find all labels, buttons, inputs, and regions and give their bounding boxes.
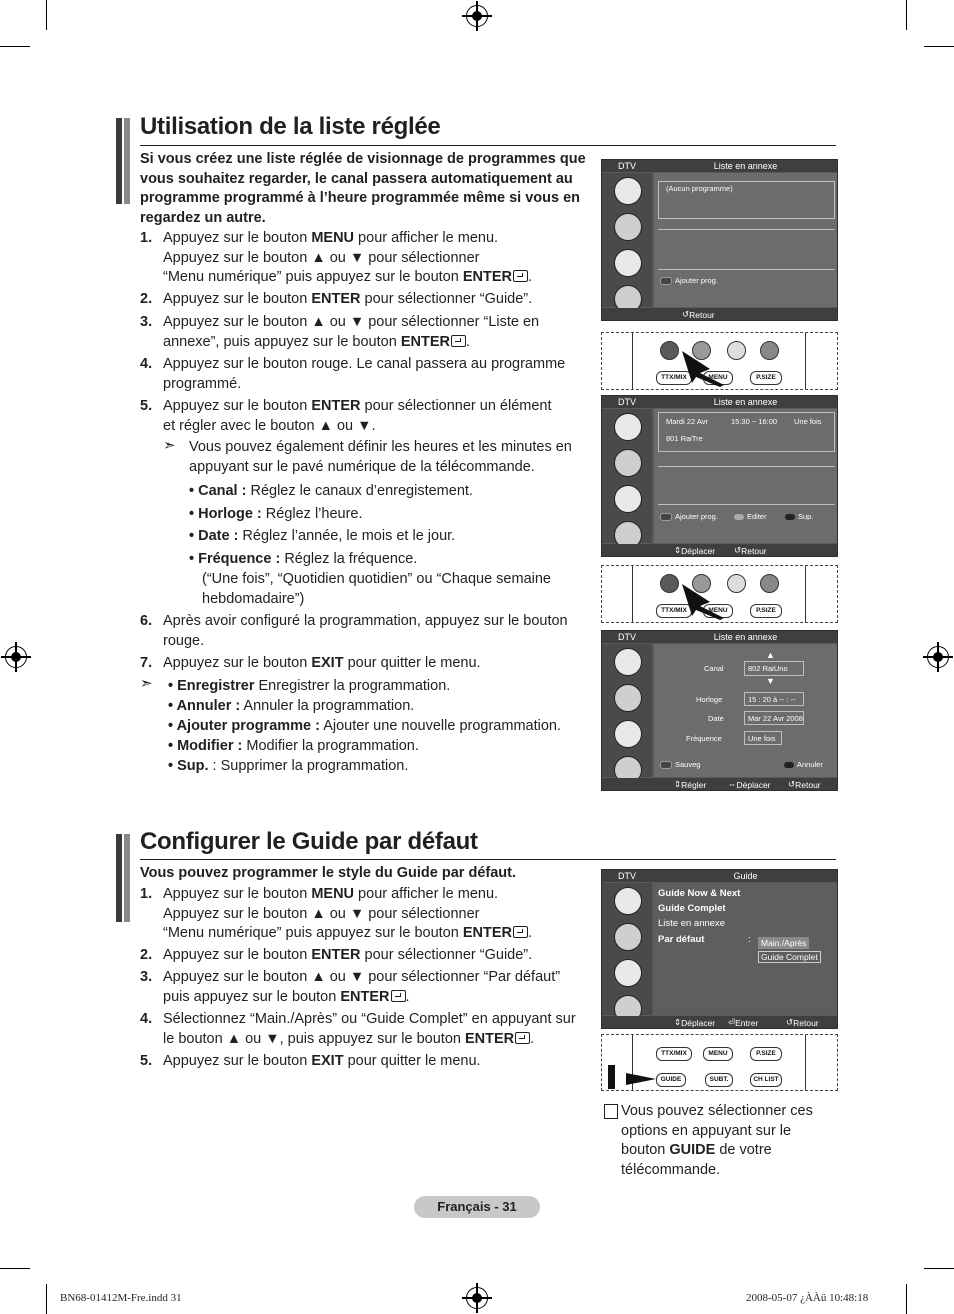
step-line: annexe”, puis appuyez sur le bouton ENTER [163, 333, 450, 350]
picture-icon [614, 887, 642, 915]
guide-button: GUIDE [656, 1073, 686, 1087]
step-number: 7. [140, 655, 153, 671]
step-text: Appuyez sur le bouton EXIT pour quitter le menu. [163, 1053, 481, 1069]
menu-item: Guide Now & Next [658, 888, 741, 899]
setup-icon [614, 720, 642, 748]
step-text: Sélectionnez “Main./Après” ou “Guide Complet” en appuyant sur le bouton ▲ ou ▼, puis appuyez sur le bouton ENTER . [163, 1011, 576, 1047]
enter-icon [451, 335, 466, 347]
red-button [660, 341, 679, 360]
enter-icon [391, 990, 406, 1002]
osd-sidebar [602, 173, 652, 307]
step-number: 2. [140, 947, 153, 963]
step-line: Appuyez sur le bouton ENTER pour sélectionner “Guide”. [163, 291, 533, 307]
bullet-item: • Canal : Réglez le canaux d’enregistement. [189, 483, 473, 499]
section-title: Utilisation de la liste réglée [140, 113, 441, 140]
sound-icon [614, 449, 642, 477]
step-number: 4. [140, 1011, 153, 1027]
bullet-item: • Enregistrer Enregistrer la programmation. [168, 678, 451, 694]
file-slug: BN68-01412M-Fre.indd 31 [60, 1292, 182, 1304]
step-text [163, 397, 593, 436]
arrow-note-icon: ➣ [140, 675, 153, 692]
step-line: “Menu numérique” puis appuyez sur le bouton ENTER [163, 269, 512, 285]
sound-icon [614, 684, 642, 712]
section-bar [124, 834, 130, 922]
osd-screen-guide: DTV Guide Guide Now & Next Guide Complet Liste en annexe Par défaut : Main./Après Guide Complet ⇕ Déplacer ⏎ Entrer ↺ Retour [601, 869, 838, 1029]
osd-screen-schedule-empty: DTV Liste en annexe (Aucun programme) Ajouter prog. ↺ Retour [601, 159, 838, 321]
step-text: Appuyez sur le bouton ENTER pour sélectionner “Guide”. [163, 947, 533, 963]
sound-icon [614, 213, 642, 241]
bullet-list [189, 480, 594, 570]
setup-icon [614, 249, 642, 277]
enter-icon [515, 1032, 530, 1044]
option-selected: Main./Après [758, 937, 809, 949]
registration-mark-icon [5, 646, 27, 668]
step-line: et régler avec le bouton ▲ ou ▼. [163, 417, 376, 434]
sound-icon [614, 923, 642, 951]
section-bar [124, 118, 130, 204]
step-text [163, 355, 593, 394]
picture-icon [614, 413, 642, 441]
step-text: Appuyez sur le bouton ▲ ou ▼ pour sélectionner “Par défaut” puis appuyez sur le bouton ENTER . [163, 969, 561, 1005]
intro-text: Si vous créez une liste réglée de visionnage de programmes que vous souhaitez regarder, le canal passera automatiquement au programme programmé à l’heure programmée même si vous en regardez un autre. [140, 151, 586, 226]
step-line: Appuyez sur le bouton rouge. Le canal passera au programme [163, 356, 566, 372]
red-button [660, 574, 679, 593]
picture-icon [614, 648, 642, 676]
bullet-item: • Date : Réglez l’année, le mois et le jour. [189, 528, 456, 544]
registration-mark-icon [466, 5, 488, 27]
bullet-item: • Ajouter programme : Ajouter une nouvelle programmation. [168, 718, 561, 734]
bullet-item: • Sup. : Supprimer la programmation. [168, 758, 409, 774]
option: Guide Complet [758, 951, 821, 963]
osd-screen-schedule-edit: DTV Liste en annexe ▲ Canal 802 RaiUno ▼ Horloge 15 : 20 à -- : -- Date Mar 22 Avr 2008 Fréquence Une fois Sauveg Annuler ⇕ Régler ⇔ Déplacer ↺ Retour [601, 630, 838, 791]
section-title: Configurer le Guide par défaut [140, 828, 478, 855]
step-line: rouge. [163, 632, 205, 649]
step-line: Appuyez sur le bouton ▲ ou ▼ pour sélectionner “Liste en [163, 314, 540, 330]
step-number: 3. [140, 314, 153, 330]
tip-text: Vous pouvez sélectionner ces options en appuyant sur le bouton GUIDE de votre télécommande. [621, 1103, 813, 1178]
step-line: Après avoir configuré la programmation, appuyez sur le bouton [163, 613, 568, 629]
pointer-arrow-icon [680, 580, 730, 620]
step-text: Appuyez sur le bouton MENU pour afficher le menu. Appuyez sur le bouton ▲ ou ▼ pour sélectionner “Menu numérique” puis appuyez sur le bouton ENTER . [163, 229, 593, 288]
back-hint: ↺ Retour [682, 309, 715, 320]
intro-text: Vous pouvez programmer le style du Guide par défaut. [140, 865, 517, 881]
date-slug: 2008-05-07 ¿ÀÀü 10:48:18 [746, 1292, 869, 1304]
step-number: 1. [140, 886, 153, 902]
menu-item: Guide Complet [658, 903, 726, 914]
step-number: 5. [140, 1053, 153, 1069]
step-line: programmé. [163, 375, 242, 392]
step-line: Appuyez sur le bouton MENU pour afficher le menu. [163, 230, 499, 246]
setup-icon [614, 485, 642, 513]
step-text [163, 290, 593, 310]
step-number: 2. [140, 291, 153, 307]
bullet-item: • Horloge : Réglez l’heure. [189, 505, 363, 522]
section-rule [140, 859, 836, 860]
bullet-item: • Annuler : Annuler la programmation. [168, 698, 415, 714]
remote-illustration: TTX/MIX MENU P.SIZE GUIDE SUBT. CH LIST [601, 1034, 838, 1091]
step-number: 1. [140, 230, 153, 246]
enter-icon [513, 926, 528, 938]
enter-icon [513, 270, 528, 282]
section-bar [116, 118, 122, 204]
picture-icon [614, 177, 642, 205]
section-rule [140, 145, 836, 146]
menu-item: Liste en annexe [658, 918, 726, 929]
pointer-arrow-icon [626, 1069, 658, 1089]
step-line: Appuyez sur le bouton EXIT pour quitter le menu. [163, 655, 481, 671]
hand-note-icon [604, 1104, 618, 1119]
setup-icon [614, 959, 642, 987]
registration-mark-icon [927, 646, 949, 668]
note-text: Vous pouvez également définir les heures et les minutes en appuyant sur le pavé numérique de la télécommande. [189, 439, 572, 475]
step-number: 6. [140, 613, 153, 629]
osd-screen-schedule-list: DTV Liste en annexe Mardi 22 Avr 15:30 ~ 16:00 Une fois 801 RaiTre Ajouter prog. Editer Sup. ⇕ Déplacer ↺ Retour [601, 395, 838, 557]
step-text [163, 654, 593, 674]
step-number: 3. [140, 969, 153, 985]
pointer-arrow-icon [680, 347, 730, 387]
step-number: 5. [140, 398, 153, 414]
arrow-note-icon: ➣ [163, 437, 176, 454]
bullet-list [168, 676, 593, 776]
remote-illustration: TTX/MIX MENU P.SIZE [601, 565, 838, 623]
step-number: 4. [140, 356, 153, 372]
bullet-item: • Modifier : Modifier la programmation. [168, 738, 419, 754]
registration-mark-icon [466, 1287, 488, 1309]
bullet-item: • Fréquence : Réglez la fréquence. [189, 550, 418, 567]
menu-item: Par défaut [658, 934, 705, 945]
step-line: Appuyez sur le bouton ENTER pour sélectionner un élément [163, 398, 552, 414]
remote-illustration: TTX/MIX MENU P.SIZE [601, 332, 838, 390]
step-text [163, 612, 593, 651]
osd-header: Liste en annexe [713, 161, 778, 171]
frequency-note: (“Une fois”, “Quotidien quotidien” ou “Chaque semaine hebdomadaire”) [202, 571, 551, 607]
step-text: Appuyez sur le bouton ▲ ou ▼ pour sélectionner “Liste en annexe”, puis appuyez sur le bouton ENTER . [163, 313, 593, 352]
step-text: Appuyez sur le bouton MENU pour afficher le menu. Appuyez sur le bouton ▲ ou ▼ pour sélectionner “Menu numérique” puis appuyez sur le bouton ENTER . [163, 886, 533, 941]
page-number: Français - 31 [414, 1196, 540, 1218]
section-bar [116, 834, 122, 922]
step-line: Appuyez sur le bouton ▲ ou ▼ pour sélectionner [163, 249, 480, 266]
